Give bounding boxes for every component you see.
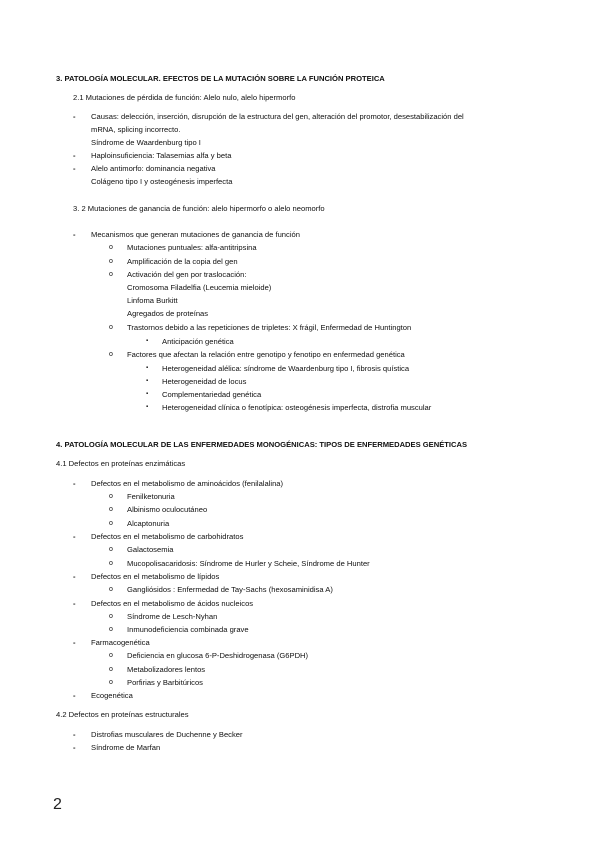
dash-bullet: -	[73, 599, 76, 608]
list-item: Metabolizadores lentos	[127, 665, 206, 674]
dash-bullet: -	[73, 164, 76, 173]
circle-bullet: o	[109, 652, 113, 659]
circle-bullet: o	[109, 546, 113, 553]
list-item: Haploinsuficiencia: Talasemias alfa y beta	[91, 151, 232, 160]
list-item: Inmunodeficiencia combinada grave	[127, 625, 249, 634]
list-item: Amplificación de la copia del gen	[127, 257, 238, 266]
list-item: Agregados de proteínas	[127, 309, 209, 318]
list-item: Defectos en el metabolismo de ácidos nucleicos	[91, 599, 254, 608]
circle-bullet: o	[109, 560, 113, 567]
list-item: Albinismo oculocutáneo	[127, 505, 208, 514]
list-item: Defectos en el metabolismo de carbohidratos	[91, 532, 244, 541]
circle-bullet: o	[109, 520, 113, 527]
dash-bullet: -	[73, 532, 76, 541]
list-item: Mutaciones puntuales: alfa-antitripsina	[127, 243, 257, 252]
list-item: Deficiencia en glucosa 6-P-Deshidrogenasa (G6PDH)	[127, 651, 309, 660]
section-4-heading: 4. PATOLOGÍA MOLECULAR DE LAS ENFERMEDADES MONOGÉNICAS: TIPOS DE ENFERMEDADES GENÉTICAS	[56, 440, 468, 449]
dash-bullet: -	[73, 151, 76, 160]
square-bullet: ▪	[146, 338, 149, 344]
circle-bullet: o	[109, 351, 113, 358]
list-item: Síndrome de Waardenburg tipo I	[91, 138, 201, 147]
circle-bullet: o	[109, 493, 113, 500]
dash-bullet: -	[73, 691, 76, 700]
list-item: Fenilketonuria	[127, 492, 175, 501]
list-item: mRNA, splicing incorrecto.	[91, 125, 181, 134]
subsection-4-2-title: 4.2 Defectos en proteínas estructurales	[56, 710, 189, 719]
list-item: Porfirias y Barbitúricos	[127, 678, 203, 687]
page-number: 2	[53, 796, 62, 813]
list-item: Ecogenética	[91, 691, 133, 700]
list-item: Trastornos debido a las repeticiones de tripletes: X frágil, Enfermedad de Huntington	[127, 323, 412, 332]
subsection-3-2-title: 3. 2 Mutaciones de ganancia de función: alelo hipermorfo o alelo neomorfo	[73, 204, 325, 213]
dash-bullet: -	[73, 572, 76, 581]
list-item: Heterogeneidad alélica: síndrome de Waardenburg tipo I, fibrosis quística	[162, 364, 410, 373]
list-item: Síndrome de Lesch-Nyhan	[127, 612, 218, 621]
list-item: Mucopolisacaridosis: Síndrome de Hurler y Scheie, Síndrome de Hunter	[127, 559, 370, 568]
square-bullet: ▪	[146, 365, 149, 371]
circle-bullet: o	[109, 679, 113, 686]
dash-bullet: -	[73, 230, 76, 239]
list-item: Cromosoma Filadelfia (Leucemia mieloide)	[127, 283, 272, 292]
circle-bullet: o	[109, 666, 113, 673]
list-item: Galactosemia	[127, 545, 174, 554]
list-item: Heterogeneidad de locus	[162, 377, 247, 386]
list-item: Anticipación genética	[162, 337, 234, 346]
list-item: Distrofias musculares de Duchenne y Becker	[91, 730, 243, 739]
dash-bullet: -	[73, 743, 76, 752]
list-item: Colágeno tipo I y osteogénesis imperfecta	[91, 177, 233, 186]
list-item: Mecanismos que generan mutaciones de ganancia de función	[91, 230, 300, 239]
list-item: Defectos en el metabolismo de lípidos	[91, 572, 220, 581]
list-item: Síndrome de Marfan	[91, 743, 161, 752]
section-3-heading: 3. PATOLOGÍA MOLECULAR. EFECTOS DE LA MUTACIÓN SOBRE LA FUNCIÓN PROTEICA	[56, 74, 385, 83]
list-item: Defectos en el metabolismo de aminoácidos (fenilalalina)	[91, 479, 284, 488]
list-item: Factores que afectan la relación entre genotipo y fenotipo en enfermedad genética	[127, 350, 405, 359]
square-bullet: ▪	[146, 391, 149, 397]
circle-bullet: o	[109, 586, 113, 593]
list-item: Causas: delección, inserción, disrupción de la estructura del gen, alteración del promotor, desestabilización del	[91, 112, 464, 121]
square-bullet: ▪	[146, 378, 149, 384]
circle-bullet: o	[109, 626, 113, 633]
list-item: Gangliósidos : Enfermedad de Tay-Sachs (hexosaminidisa A)	[127, 585, 333, 594]
dash-bullet: -	[73, 638, 76, 647]
circle-bullet: o	[109, 244, 113, 251]
circle-bullet: o	[109, 258, 113, 265]
circle-bullet: o	[109, 271, 113, 278]
dash-bullet: -	[73, 730, 76, 739]
circle-bullet: o	[109, 506, 113, 513]
list-item: Alcaptonuria	[127, 519, 170, 528]
list-item: Activación del gen por traslocación:	[127, 270, 247, 279]
list-item: Farmacogenética	[91, 638, 150, 647]
list-item: Alelo antimorfo: dominancia negativa	[91, 164, 216, 173]
subsection-4-1-title: 4.1 Defectos en proteínas enzimáticas	[56, 459, 186, 468]
circle-bullet: o	[109, 324, 113, 331]
dash-bullet: -	[73, 112, 76, 121]
dash-bullet: -	[73, 479, 76, 488]
list-item: Complementariedad genética	[162, 390, 262, 399]
square-bullet: ▪	[146, 404, 149, 410]
list-item: Heterogeneidad clínica o fenotípica: osteogénesis imperfecta, distrofia muscular	[162, 403, 432, 412]
subsection-2-1-title: 2.1 Mutaciones de pérdida de función: Alelo nulo, alelo hipermorfo	[73, 93, 296, 102]
circle-bullet: o	[109, 613, 113, 620]
list-item: Linfoma Burkitt	[127, 296, 178, 305]
